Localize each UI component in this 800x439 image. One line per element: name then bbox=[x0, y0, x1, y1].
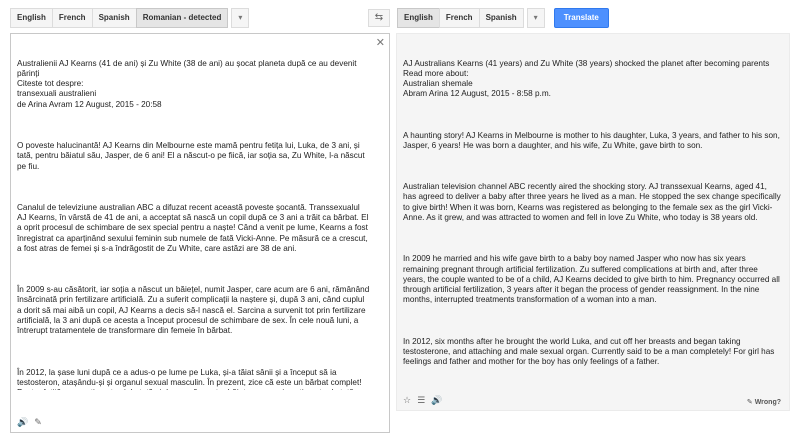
target-lang-spanish[interactable]: Spanish bbox=[479, 8, 524, 28]
target-language-bar bbox=[397, 8, 609, 28]
swap-languages-button[interactable] bbox=[368, 9, 390, 27]
close-icon[interactable]: ✕ bbox=[375, 37, 385, 49]
source-paragraph: În 2012, la șase luni după ce a adus-o pe lume pe Luka, și-a tăiat sânii și a început să ia testosteron, atașându-și și organul sexual masculin. În prezent, zice că este un bărbat complet! bbox=[17, 367, 362, 387]
output-actions bbox=[403, 395, 442, 406]
source-language-bar bbox=[10, 8, 248, 28]
pencil-icon: ✎ bbox=[746, 399, 753, 406]
star-icon[interactable]: ☆ bbox=[403, 395, 412, 405]
source-paragraph: Canalul de televiziune australian ABC a difuzat recent această poveste șocantă. Transsexualul AJ Kearns, în vârstă de 41 de ani, a acceptat să nască un copil după ce 3 ani a trăit ca bărbat. El a oprit procesul de schimbare de sex special pentru a naște! Când a venit pe lume, Kearns a fost înregistrat ca aparținând sexului feminin sub numele de fată Vicki-Anne. Pe măsură ce a crescut, a fost atras de femei și s-a îndrăgostit de Zu White, care astăzi are 38 de ani. bbox=[17, 202, 371, 253]
source-lang-spanish[interactable]: Spanish bbox=[92, 8, 137, 28]
list-icon[interactable]: ☰ bbox=[417, 395, 426, 405]
pencil-icon[interactable]: ✎ bbox=[34, 417, 42, 427]
chevron-down-icon: ▾ bbox=[533, 13, 538, 22]
source-lang-english[interactable]: English bbox=[10, 8, 53, 28]
chevron-down-icon: ▾ bbox=[238, 13, 243, 22]
output-paragraph: In 2009 he married and his wife gave birth to a baby boy named Jasper who now has six years remaining pregnant through artificial fertilization. Zu suffered complications at birth and, after three years, the couple wanted to be of a child, AJ Kearns decided to give birth to him. Pregnancy occurred all through artificial fertilization, 3 years after it began the process of gender reassignment. In the nine months, interrupted treatments transformation of a woman into a man. bbox=[403, 254, 780, 305]
source-paragraph: Australienii AJ Kearns (41 de ani) și Zu White (38 de ani) au șocat planeta după ce au devenit părinți Citeste tot despre: transexuali australieni de Arina Avram 12 August, 2015 - 20:58 bbox=[17, 58, 357, 109]
source-text-box[interactable] bbox=[10, 33, 390, 433]
translation-output-box bbox=[396, 33, 790, 411]
source-lang-dropdown[interactable] bbox=[231, 8, 249, 28]
source-paragraph: În 2009 s-au căsătorit, iar soția a născut un băiețel, numit Jasper, care acum are 6 ani, rămânând însărcinată prin fertilizare artificială. Zu a suferit complicații la naștere și, după 3 ani, când cuplul a dorit să mai aibă un copil, AJ Kearns a decis să-l nască el. Sarcina a survenit tot prin fertilizare artificială, la 3 ani după ce acesta a început procesul de schimbare de sex. În cele nouă luni, a întrerupt tratamentele de transformare din femeie în bărbat. bbox=[17, 285, 370, 336]
target-lang-french[interactable]: French bbox=[439, 8, 480, 28]
target-lang-english[interactable]: English bbox=[397, 8, 440, 28]
output-paragraph: AJ Australians Kearns (41 years) and Zu White (38 years) shocked the planet after becoming parents Read more about: Australian shemale Abram Arina 12 August, 2015 - 8:58 p.m. bbox=[403, 58, 770, 99]
speaker-icon[interactable]: 🔊 bbox=[17, 417, 29, 427]
output-paragraph: In 2012, six months after he brought the world Luka, and cut off her breasts and began taking testosterone, and attaching and male sexual organ. Currently said to be a man completely! For girl has feelings and father and mother for the boy has only feelings of a father. bbox=[403, 336, 777, 367]
source-text[interactable] bbox=[17, 38, 371, 390]
source-lang-detected[interactable]: Romanian - detected bbox=[136, 8, 229, 28]
source-actions bbox=[17, 417, 42, 428]
translate-button[interactable]: Translate bbox=[554, 8, 609, 28]
output-paragraph: A haunting story! AJ Kearns in Melbourne is mother to his daughter, Luka, 3 years, and father to his son, Jasper, 6 years! He was born a daughter, and his wife, Zu White, gave birth to son. bbox=[403, 130, 780, 150]
output-paragraph: Australian television channel ABC recently aired the shocking story. AJ transsexual Kearns, aged 41, has agreed to deliver a baby after three years he lived as a man. He stopped the sex change specifically to give birth! When it was born, Kearns was registered as belonging to the female sex as the girl Vicki-Anne. As it grew, and was attracted to women and fell in love Zu White, who today is 38 years old. bbox=[403, 182, 781, 223]
target-lang-dropdown[interactable] bbox=[527, 8, 545, 28]
translation-text bbox=[403, 38, 781, 393]
source-lang-french[interactable]: French bbox=[52, 8, 93, 28]
swap-icon: ⇆ bbox=[374, 12, 384, 23]
source-paragraph: O poveste halucinantă! AJ Kearns din Melbourne este mamă pentru fetița lui, Luka, de 3 ani, și tată, pentru băiatul său, Jasper, de 6 ani! El a născut-o pe fiică, iar soția sa, Zu White, l-a născut pe fiu. bbox=[17, 140, 367, 171]
wrong-label: Wrong? bbox=[754, 399, 781, 406]
speaker-icon[interactable]: 🔊 bbox=[431, 395, 443, 405]
wrong-button[interactable] bbox=[747, 398, 783, 406]
